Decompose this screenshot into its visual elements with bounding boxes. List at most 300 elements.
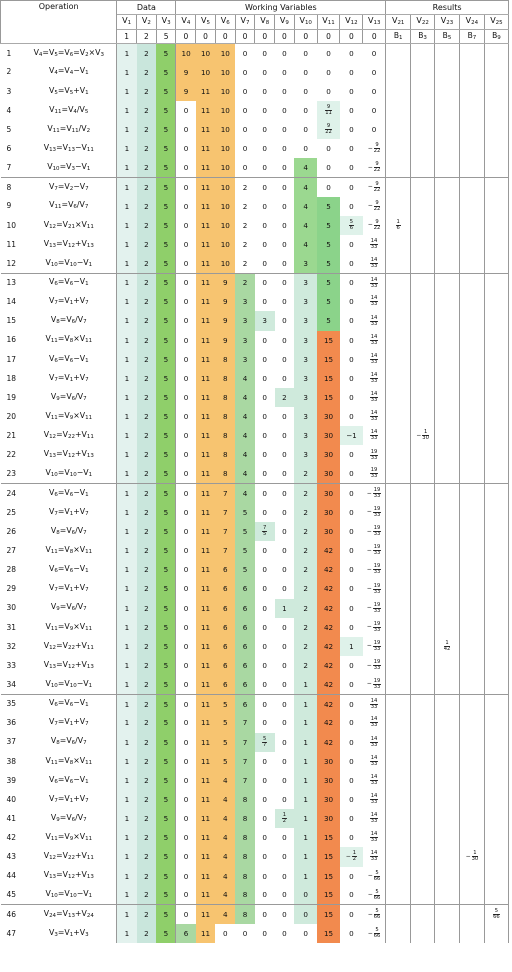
var-header-v22: V22 <box>411 15 435 30</box>
value-cell-v6: 6 <box>215 637 235 656</box>
value-cell-v9: 2 <box>275 388 295 407</box>
operation-cell: V11=V8×V11 <box>21 541 117 560</box>
value-cell-v11: 5 <box>317 235 340 254</box>
row-number: 28 <box>6 565 17 575</box>
operation-cell: V9=V6/V7 <box>21 599 117 618</box>
value-cell-v12: $\frac{5}{6}$ <box>340 216 363 235</box>
result-cell-v21 <box>386 63 411 82</box>
var-header-v3: V3 <box>156 15 176 30</box>
operation-cell: V11=V11/V2 <box>21 120 117 139</box>
result-cell-v23 <box>435 350 460 369</box>
value-cell-v10: 3 <box>294 292 317 311</box>
init-value-v9: 0 <box>275 30 295 44</box>
row-number: 7 <box>1 158 22 177</box>
row-number: 34 <box>1 675 22 694</box>
value-cell-v1: 1 <box>117 867 137 886</box>
result-cell-v21 <box>386 331 411 350</box>
value-cell-v5: 11 <box>196 733 216 752</box>
value-cell-v2: 2 <box>137 158 157 177</box>
value-cell-v2: 2 <box>137 675 157 694</box>
result-cell-v24 <box>459 311 484 330</box>
result-cell-v21 <box>386 139 411 158</box>
value-cell-v2: 2 <box>137 465 157 484</box>
value-cell-v4: 0 <box>183 220 189 230</box>
value-cell-v9: 0 <box>282 852 287 862</box>
table-row <box>1 599 509 618</box>
value-cell-v3: 5 <box>156 350 176 369</box>
value-cell-v8: 0 <box>262 852 267 862</box>
value-cell-v1: 1 <box>117 331 137 350</box>
row-number: 21 <box>6 431 17 441</box>
value-cell-v2: 2 <box>137 522 157 541</box>
value-cell-v5: 11 <box>196 886 216 905</box>
result-cell-v23 <box>435 771 460 790</box>
value-cell-v12: 0 <box>349 660 354 670</box>
result-cell-v25 <box>484 924 508 943</box>
operation-cell: V12=V22+V11 <box>21 847 117 866</box>
init-value-v11: 0 <box>317 30 340 44</box>
value-cell-v3: 5 <box>156 445 176 464</box>
value-cell-v13: $\frac{19}{33}$ <box>363 465 386 484</box>
value-cell-v8: 0 <box>262 393 267 402</box>
value-cell-v10: 1 <box>294 828 317 847</box>
result-cell-v23 <box>435 522 460 541</box>
value-cell-v9: 0 <box>282 335 287 345</box>
value-cell-v6: 6 <box>215 579 235 598</box>
value-cell-v2: 2 <box>137 311 157 330</box>
value-cell-v4: 0 <box>183 201 189 211</box>
value-cell-v5: 11 <box>196 656 216 675</box>
operation-cell: V6=V6−V1 <box>21 350 117 369</box>
operation-cell: V7=V2−V7 <box>21 177 117 196</box>
value-cell-v11: 15 <box>317 350 340 369</box>
result-cell-v23 <box>435 579 460 598</box>
value-cell-v3: 5 <box>156 752 176 771</box>
value-cell-v5: 11 <box>196 828 216 847</box>
operation-cell: V8=V6/V7 <box>21 733 117 752</box>
value-cell-v12: 0 <box>349 450 354 460</box>
value-cell-v12: 0 <box>349 67 354 77</box>
value-cell-v12: 0 <box>349 373 354 383</box>
result-cell-v25 <box>484 618 508 637</box>
value-cell-v8: 0 <box>255 254 275 273</box>
table-row <box>1 752 509 771</box>
result-cell-v24 <box>459 809 484 828</box>
value-cell-v2: 2 <box>137 216 157 235</box>
value-cell-v5: 11 <box>196 216 216 235</box>
value-cell-v2: 2 <box>137 484 157 503</box>
row-number: 8 <box>6 182 12 192</box>
operation-cell: V7=V1+V7 <box>21 369 117 388</box>
value-cell-v4: 0 <box>183 584 189 594</box>
value-cell-v13: $\frac{14}{33}$ <box>363 235 386 254</box>
result-cell-v25 <box>484 311 508 330</box>
operation-cell: V11=V8×V11 <box>21 331 117 350</box>
row-number: 29 <box>6 584 17 594</box>
value-cell-v10: 1 <box>294 790 317 809</box>
value-cell-v7: 4 <box>235 369 255 388</box>
init-value-v25: B9 <box>484 30 508 44</box>
table-row <box>1 350 509 369</box>
result-cell-v22 <box>411 924 435 943</box>
result-cell-v24 <box>459 618 484 637</box>
value-cell-v11: $\frac{9}{22}$ <box>317 120 340 139</box>
value-cell-v3: 5 <box>156 637 176 656</box>
result-cell-v25 <box>484 139 508 158</box>
value-cell-v1: 1 <box>117 177 137 196</box>
value-cell-v12: 0 <box>349 833 354 843</box>
value-cell-v5: 11 <box>196 101 216 120</box>
value-cell-v5: 11 <box>196 579 216 598</box>
value-cell-v11: 42 <box>317 713 340 732</box>
value-cell-v6: 10 <box>215 197 235 216</box>
var-header-v5: V5 <box>196 15 216 30</box>
value-cell-v10: 3 <box>294 369 317 388</box>
result-cell-v22 <box>411 177 435 196</box>
value-cell-v1: 1 <box>117 752 137 771</box>
value-cell-v5: 11 <box>196 924 216 943</box>
value-cell-v2: 2 <box>137 867 157 886</box>
result-cell-v22 <box>411 809 435 828</box>
result-cell-v21 <box>386 541 411 560</box>
value-cell-v13: − $\frac{19}{33}$ <box>363 560 386 579</box>
operation-cell: V6=V6−V1 <box>21 484 117 503</box>
row-number: 1 <box>6 48 12 58</box>
row-number: 42 <box>6 833 17 843</box>
value-cell-v12: 0 <box>349 335 354 345</box>
value-cell-v13: $\frac{14}{33}$ <box>363 273 386 292</box>
result-cell-v25 <box>484 158 508 177</box>
var-header-v11: V11 <box>317 15 340 30</box>
value-cell-v12: 0 <box>349 201 354 211</box>
value-cell-v13: − $\frac{5}{66}$ <box>363 924 386 943</box>
value-cell-v7: 0 <box>242 144 248 154</box>
result-cell-v24 <box>459 503 484 522</box>
value-cell-v5: 11 <box>196 541 216 560</box>
result-cell-v23 <box>435 828 460 847</box>
value-cell-v5: 11 <box>196 560 216 579</box>
value-cell-v6: 6 <box>215 560 235 579</box>
value-cell-v12: −1 <box>340 426 363 445</box>
result-cell-v21 <box>386 82 411 101</box>
value-cell-v6: 10 <box>215 177 235 196</box>
value-cell-v3: 5 <box>156 216 176 235</box>
value-cell-v11: 42 <box>317 579 340 598</box>
result-cell-v22 <box>411 331 435 350</box>
value-cell-v13: $\frac{14}{33}$ <box>363 388 386 407</box>
table-row <box>1 139 509 158</box>
result-cell-v21 <box>386 579 411 598</box>
value-cell-v1: 1 <box>117 139 137 158</box>
value-cell-v5: 11 <box>196 790 216 809</box>
value-cell-v9: 0 <box>282 526 287 536</box>
value-cell-v5: 11 <box>196 484 216 503</box>
value-cell-v13: − $\frac{19}{33}$ <box>363 618 386 637</box>
value-cell-v10: 1 <box>294 771 317 790</box>
value-cell-v4: 0 <box>183 526 189 536</box>
init-value-v8: 0 <box>255 30 275 44</box>
result-cell-v22 <box>411 637 435 656</box>
value-cell-v7: 0 <box>242 105 248 115</box>
row-number: 2 <box>6 67 12 77</box>
value-cell-v5: 11 <box>196 139 216 158</box>
value-cell-v8: 0 <box>262 354 267 364</box>
value-cell-v1: 1 <box>117 886 137 905</box>
result-cell-v21 <box>386 273 411 292</box>
value-cell-v4: 0 <box>183 239 189 249</box>
result-cell-v22 <box>411 120 435 139</box>
result-cell-v23 <box>435 254 460 273</box>
value-cell-v7: 7 <box>235 733 255 752</box>
value-cell-v10: 0 <box>294 886 317 905</box>
result-cell-v24 <box>459 886 484 905</box>
value-cell-v1: 1 <box>117 388 137 407</box>
value-cell-v2: 2 <box>137 63 157 82</box>
table-row <box>1 503 509 522</box>
value-cell-v8: $\frac{5}{7}$ <box>255 733 275 752</box>
value-cell-v8: 0 <box>262 833 267 843</box>
result-cell-v23 <box>435 905 460 924</box>
table-row <box>1 886 509 905</box>
value-cell-v12: 0 <box>349 756 354 766</box>
value-cell-v12: 0 <box>340 886 363 905</box>
operation-cell: V13=V12+V13 <box>21 867 117 886</box>
operation-cell: V7=V1+V7 <box>21 713 117 732</box>
value-cell-v12: 0 <box>349 297 354 307</box>
value-cell-v7: 8 <box>235 828 255 847</box>
value-cell-v3: 5 <box>156 407 176 426</box>
value-cell-v11: 30 <box>317 771 340 790</box>
value-cell-v7: 7 <box>235 752 255 771</box>
result-cell-v21 <box>386 101 411 120</box>
result-cell-v22 <box>411 886 435 905</box>
value-cell-v13: $\frac{14}{33}$ <box>363 331 386 350</box>
init-value-v12: 0 <box>340 30 363 44</box>
value-cell-v5: 11 <box>196 503 216 522</box>
value-cell-v10: 3 <box>294 445 317 464</box>
result-cell-v24 <box>459 139 484 158</box>
row-number: 47 <box>6 928 17 938</box>
value-cell-v6: 8 <box>215 465 235 484</box>
value-cell-v2: 2 <box>137 694 157 713</box>
row-number: 33 <box>6 660 17 670</box>
value-cell-v7: 3 <box>235 350 255 369</box>
value-cell-v12: 0 <box>340 675 363 694</box>
value-cell-v6: 8 <box>215 426 235 445</box>
value-cell-v8: 0 <box>262 871 267 881</box>
result-cell-v24 <box>459 426 484 445</box>
value-cell-v4: 0 <box>176 675 196 694</box>
value-cell-v3: 5 <box>156 694 176 713</box>
table-row <box>1 465 509 484</box>
value-cell-v9: 0 <box>282 507 287 517</box>
result-cell-v25 <box>484 177 508 196</box>
result-cell-v25 <box>484 426 508 445</box>
value-cell-v10: 1 <box>294 847 317 866</box>
result-cell-v23 <box>435 790 460 809</box>
var-header-v12: V12 <box>340 15 363 30</box>
table-row <box>1 924 509 943</box>
value-cell-v7: 8 <box>235 905 255 924</box>
value-cell-v7: 0 <box>242 67 248 77</box>
result-cell-v22 <box>411 311 435 330</box>
value-cell-v10: 4 <box>294 216 317 235</box>
result-cell-v24 <box>459 867 484 886</box>
value-cell-v4: 0 <box>183 603 189 613</box>
row-number: 6 <box>6 144 12 154</box>
value-cell-v8: 0 <box>262 603 267 613</box>
value-cell-v5: 11 <box>196 445 216 464</box>
value-cell-v5: 11 <box>196 388 216 407</box>
operation-cell: V11=V6/V7 <box>21 197 117 216</box>
value-cell-v1: 1 <box>117 713 137 732</box>
value-cell-v13: $\frac{14}{33}$ <box>363 847 386 866</box>
value-cell-v2: 2 <box>137 618 157 637</box>
value-cell-v9: 0 <box>282 928 287 938</box>
result-cell-v23 <box>435 599 460 618</box>
result-cell-v23 <box>435 733 460 752</box>
value-cell-v11: 30 <box>317 445 340 464</box>
result-cell-v21 <box>386 503 411 522</box>
table-row <box>1 82 509 101</box>
value-cell-v5: 11 <box>196 867 216 886</box>
result-cell-v25 <box>484 522 508 541</box>
value-cell-v7: 4 <box>235 465 255 484</box>
row-number: 3 <box>6 86 12 96</box>
value-cell-v4: 0 <box>183 125 189 135</box>
value-cell-v8: 0 <box>262 622 267 632</box>
value-cell-v11: 42 <box>317 733 340 752</box>
result-cell-v23 <box>435 82 460 101</box>
value-cell-v11: 30 <box>317 426 340 445</box>
result-cell-v25 <box>484 216 508 235</box>
result-cell-v23 <box>435 465 460 484</box>
operation-cell: V6=V6−V1 <box>21 273 117 292</box>
value-cell-v4: 6 <box>176 924 196 943</box>
value-cell-v11: 15 <box>317 388 340 407</box>
value-cell-v13: $\frac{14}{33}$ <box>363 350 386 369</box>
result-cell-v25 <box>484 637 508 656</box>
value-cell-v2: 2 <box>137 771 157 790</box>
value-cell-v10: 0 <box>303 144 308 154</box>
value-cell-v9: 0 <box>282 316 287 326</box>
value-cell-v8: 0 <box>262 144 267 154</box>
result-cell-v21 <box>386 905 411 924</box>
result-cell-v21 <box>386 44 411 63</box>
table-row <box>1 809 509 828</box>
var-header-v6: V6 <box>215 15 235 30</box>
value-cell-v2: 2 <box>137 82 157 101</box>
value-cell-v7: 8 <box>235 790 255 809</box>
value-cell-v9: 0 <box>282 584 287 594</box>
result-cell-v22 <box>411 254 435 273</box>
table-row <box>1 560 509 579</box>
result-cell-v21 <box>386 675 411 694</box>
table-row <box>1 733 509 752</box>
value-cell-v10: 1 <box>294 867 317 886</box>
working-variables-header: Working Variables <box>176 1 386 15</box>
value-cell-v9: 0 <box>282 871 287 881</box>
result-cell-v25 <box>484 331 508 350</box>
value-cell-v7: 4 <box>235 484 255 503</box>
result-cell-v24 <box>459 828 484 847</box>
init-value-v6: 0 <box>215 30 235 44</box>
result-cell-v25 <box>484 388 508 407</box>
value-cell-v10: 1 <box>294 694 317 713</box>
result-cell-v25 <box>484 828 508 847</box>
result-cell-v21 <box>386 445 411 464</box>
result-cell-v21 <box>386 656 411 675</box>
value-cell-v12: 0 <box>349 412 354 422</box>
table-row <box>1 771 509 790</box>
value-cell-v1: 1 <box>117 216 137 235</box>
value-cell-v10: 2 <box>294 560 317 579</box>
value-cell-v8: 0 <box>262 660 267 670</box>
value-cell-v10: 2 <box>294 599 317 618</box>
value-cell-v1: 1 <box>117 637 137 656</box>
result-cell-v21 <box>386 254 411 273</box>
value-cell-v6: 8 <box>215 445 235 464</box>
result-cell-v24 <box>459 254 484 273</box>
var-header-v1: V1 <box>117 15 137 30</box>
var-header-v23: V23 <box>435 15 460 30</box>
result-cell-v23 <box>435 407 460 426</box>
result-cell-v23 <box>435 809 460 828</box>
result-cell-v24 <box>459 158 484 177</box>
result-cell-v23 <box>435 694 460 713</box>
value-cell-v2: 2 <box>137 847 157 866</box>
value-cell-v11: 5 <box>317 292 340 311</box>
value-cell-v13: 0 <box>363 82 386 101</box>
value-cell-v9: 0 <box>282 239 287 249</box>
result-cell-v21 <box>386 733 411 752</box>
value-cell-v11: 5 <box>317 273 340 292</box>
result-cell-v22: − $\frac{1}{30}$ <box>411 426 435 445</box>
result-cell-v24 <box>459 560 484 579</box>
row-number: 12 <box>1 254 22 273</box>
value-cell-v6: 10 <box>215 139 235 158</box>
value-cell-v2: 2 <box>137 713 157 732</box>
value-cell-v5: 10 <box>196 44 216 63</box>
value-cell-v1: 1 <box>117 656 137 675</box>
result-cell-v25 <box>484 771 508 790</box>
value-cell-v1: 1 <box>117 82 137 101</box>
row-number: 19 <box>6 392 17 402</box>
value-cell-v11: 5 <box>317 216 340 235</box>
result-cell-v24 <box>459 579 484 598</box>
result-cell-v24 <box>459 733 484 752</box>
result-cell-v25 <box>484 790 508 809</box>
value-cell-v6: 0 <box>222 928 228 938</box>
operation-cell: V3=V1+V3 <box>21 924 117 943</box>
value-cell-v5: 11 <box>196 235 216 254</box>
row-number: 17 <box>6 354 17 364</box>
value-cell-v6: 7 <box>215 503 235 522</box>
value-cell-v13: − $\frac{19}{33}$ <box>363 522 386 541</box>
value-cell-v12: 0 <box>349 86 354 96</box>
value-cell-v12: 0 <box>349 565 354 575</box>
result-cell-v22 <box>411 350 435 369</box>
value-cell-v7: 6 <box>235 579 255 598</box>
value-cell-v10: 3 <box>294 273 317 292</box>
value-cell-v7: 2 <box>242 201 248 211</box>
result-cell-v22 <box>411 867 435 886</box>
result-cell-v24 <box>459 273 484 292</box>
value-cell-v3: 5 <box>156 771 176 790</box>
value-cell-v4: 0 <box>176 158 196 177</box>
result-cell-v22 <box>411 541 435 560</box>
value-cell-v7: 3 <box>235 292 255 311</box>
